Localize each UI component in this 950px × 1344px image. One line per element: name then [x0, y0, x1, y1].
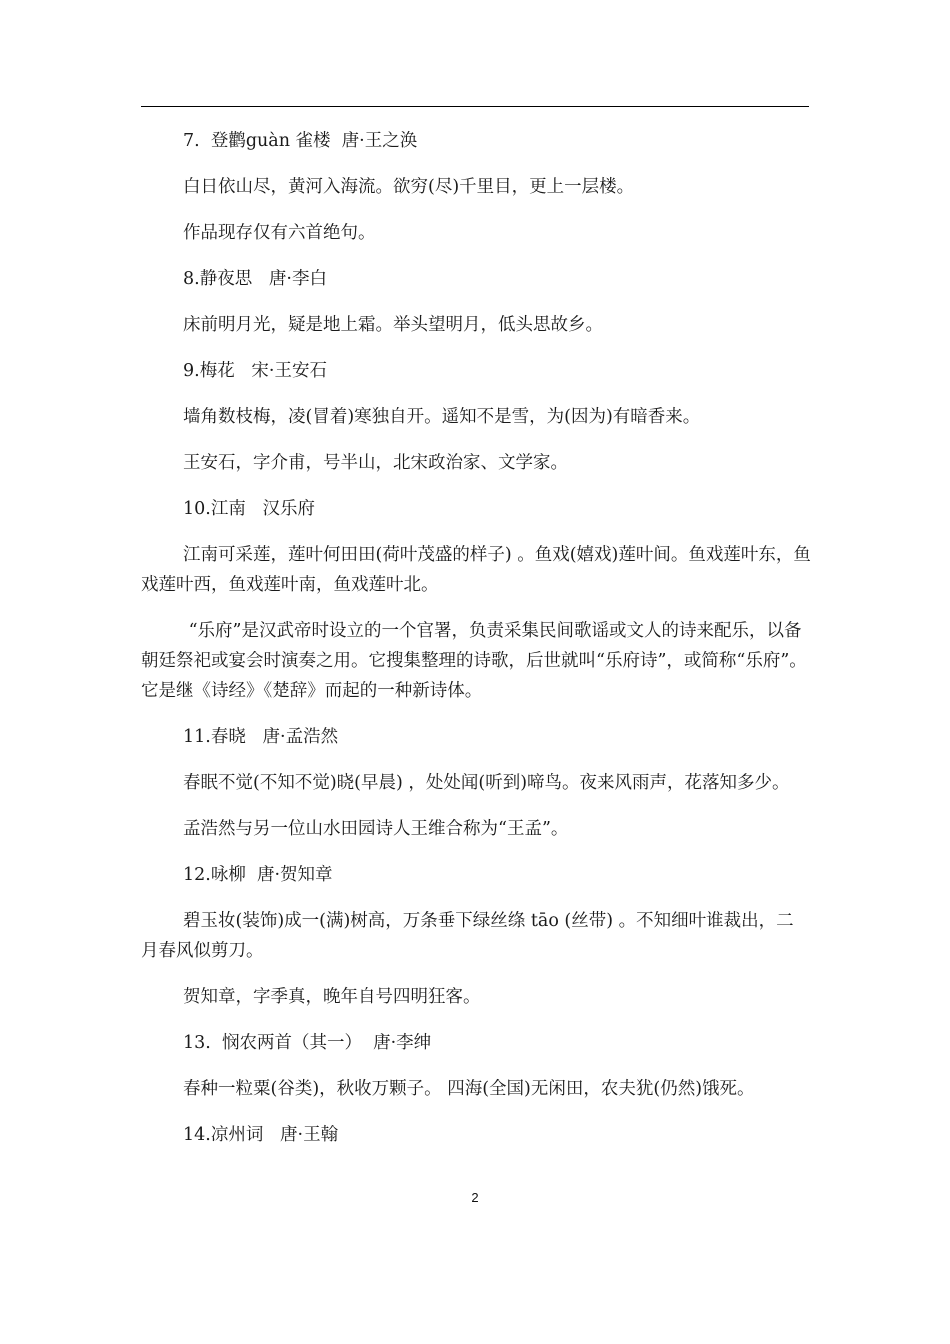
poem-text-8: 床前明月光，疑是地上霜。举头望明月，低头思故乡。	[183, 315, 603, 335]
poem-note-9: 王安石，字介甫，号半山，北宋政治家、文学家。	[183, 453, 568, 473]
header-rule	[141, 106, 809, 107]
poem-text-11: 春眠不觉(不知不觉)晓(早晨) ，处处闻(听到)啼鸟。夜来风雨声，花落知多少。	[183, 773, 790, 793]
poem-text-13: 春种一粒粟(谷类)，秋收万颗子。 四海(全国)无闲田，农夫犹(仍然)饿死。	[183, 1079, 755, 1099]
poem-title-12: 12.咏柳 唐·贺知章	[183, 865, 333, 885]
poem-title-10: 10.江南 汉乐府	[183, 499, 316, 519]
page-number: 2	[471, 1190, 479, 1205]
document-body	[141, 126, 811, 1150]
poem-note-12: 贺知章，字季真，晚年自号四明狂客。	[183, 987, 481, 1007]
poem-text-12: 碧玉妆(装饰)成一(满)树高，万条垂下绿丝绦 tāo (丝带) 。不知细叶谁裁出，二月春风似剪刀。	[141, 911, 794, 961]
poem-title-13: 13. 悯农两首（其一） 唐·李绅	[183, 1033, 432, 1053]
poem-title-8: 8.静夜思 唐·李白	[183, 269, 327, 289]
poem-text-10: 江南可采莲，莲叶何田田(荷叶茂盛的样子) 。鱼戏(嬉戏)莲叶间。鱼戏莲叶东，鱼戏莲叶西，鱼戏莲叶南，鱼戏莲叶北。	[141, 545, 811, 595]
poem-title-11: 11.春晓 唐·孟浩然	[183, 727, 339, 747]
poem-note-7: 作品现存仅有六首绝句。	[183, 223, 376, 243]
poem-note-10: “乐府”是汉武帝时设立的一个官署，负责采集民间歌谣或文人的诗来配乐，以备朝廷祭祀或宴会时演奏之用。它搜集整理的诗歌，后世就叫“乐府诗”，或简称“乐府”。它是继《诗经》《楚辞》而起的一种新诗体。	[141, 621, 807, 701]
poem-title-14: 14.凉州词 唐·王翰	[183, 1125, 339, 1145]
poem-text-9: 墙角数枝梅，凌(冒着)寒独自开。遥知不是雪，为(因为)有暗香来。	[183, 407, 701, 427]
poem-note-11: 孟浩然与另一位山水田园诗人王维合称为“王孟”。	[183, 819, 569, 839]
poem-text-7: 白日依山尽，黄河入海流。欲穷(尽)千里目，更上一层楼。	[183, 177, 635, 197]
poem-title-7: 7. 登鹳guàn 雀楼 唐·王之涣	[183, 131, 418, 151]
poem-title-9: 9.梅花 宋·王安石	[183, 361, 327, 381]
